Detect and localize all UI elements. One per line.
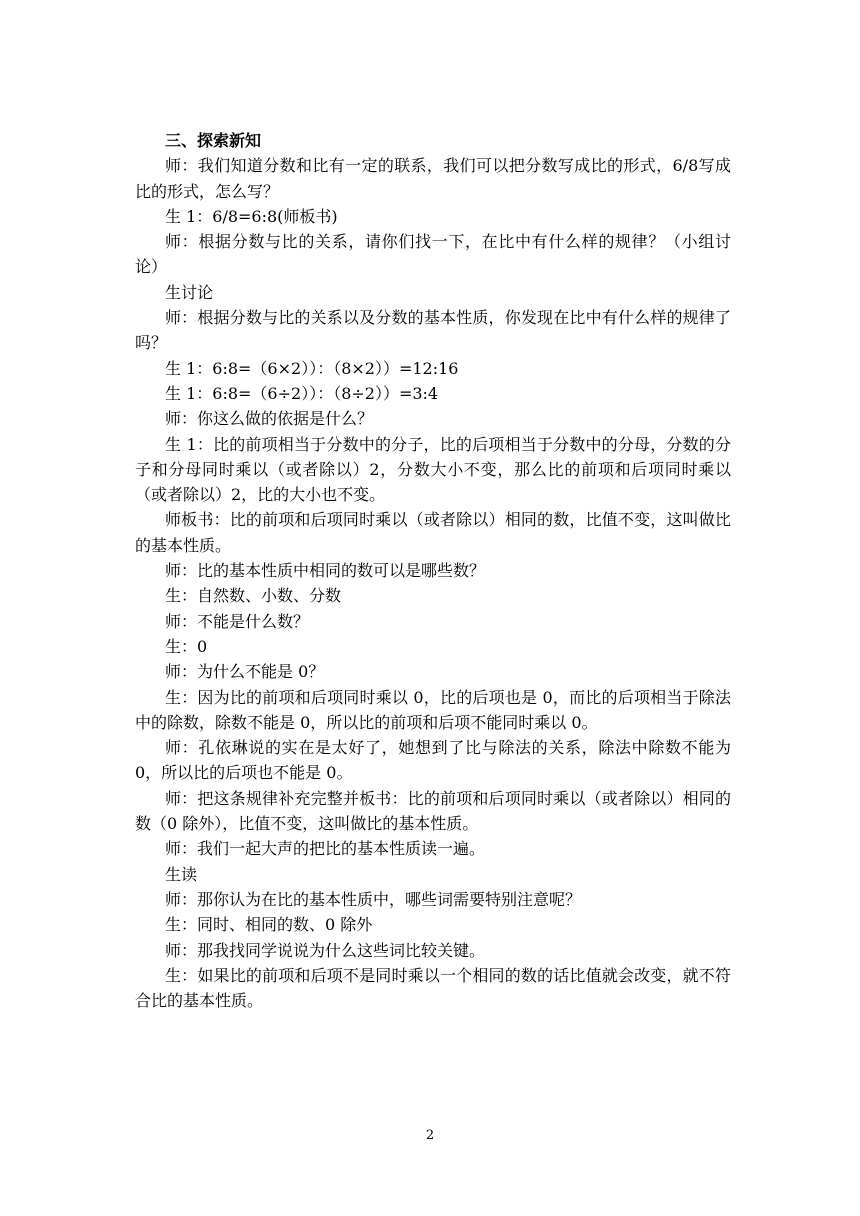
paragraph: 师：那你认为在比的基本性质中，哪些词需要特别注意呢？ [165,889,582,909]
paragraph: 生：因为比的前项和后项同时乘以 0，比的后项也是 0，而比的后项相当于除法中的除数，除数不能是 0，所以比的前项和后项不能同时乘以 0。 [135,687,731,732]
paragraph: 师：为什么不能是 0？ [165,662,325,682]
paragraph: 生讨论 [165,282,214,302]
paragraph: 师：那我找同学说说为什么这些词比较关键。 [165,940,486,960]
paragraph: 师：你这么做的依据是什么？ [165,409,374,429]
paragraph: 师：把这条规律补充完整并板书：比的前项和后项同时乘以（或者除以）相同的数（0 除外），比值不变，这叫做比的基本性质。 [135,788,731,834]
paragraph: 生 1：6:8=（6×2））：（8×2））=12:16 [165,358,459,378]
paragraph: 师：孔依琳说的实在是太好了，她想到了比与除法的关系，除法中除数不能为 0，所以比的后项也不能是 0。 [135,738,731,783]
paragraph: 生：同时、相同的数、0 除外 [165,915,373,935]
paragraph: 师：根据分数与比的关系以及分数的基本性质，你发现在比中有什么样的规律了吗？ [135,308,731,353]
paragraph: 师板书：比的前项和后项同时乘以（或者除以）相同的数，比值不变，这叫做比的基本性质。 [135,510,731,555]
document-body [135,128,731,1013]
paragraph: 生：自然数、小数、分数 [165,586,342,606]
section-heading: 三、探索新知 [165,131,262,150]
paragraph: 生读 [165,864,198,884]
paragraph: 生 1：比的前项相当于分数中的分子，比的后项相当于分数中的分母，分数的分子和分母同时乘以（或者除以）2，分数大小不变，那么比的前项和后项同时乘以（或者除以）2，比的大小也不变。 [135,434,731,505]
paragraph: 师：根据分数与比的关系，请你们找一下，在比中有什么样的规律？（小组讨论） [135,232,731,277]
page-number: 2 [425,1128,435,1143]
paragraph: 师：我们一起大声的把比的基本性质读一遍。 [165,839,486,859]
paragraph: 师：比的基本性质中相同的数可以是哪些数？ [165,561,486,581]
paragraph: 师：不能是什么数？ [165,611,310,631]
paragraph: 生 1：6:8=（6÷2））：（8÷2））=3:4 [165,383,439,403]
paragraph: 生：如果比的前项和后项不是同时乘以一个相同的数的话比值就会改变，就不符合比的基本性质。 [135,965,731,1011]
paragraph: 生：0 [165,636,208,656]
paragraph: 生 1：6/8=6:8(师板书) [165,206,338,226]
paragraph: 师：我们知道分数和比有一定的联系，我们可以把分数写成比的形式，6/8写成比的形式，怎么写？ [135,156,731,201]
